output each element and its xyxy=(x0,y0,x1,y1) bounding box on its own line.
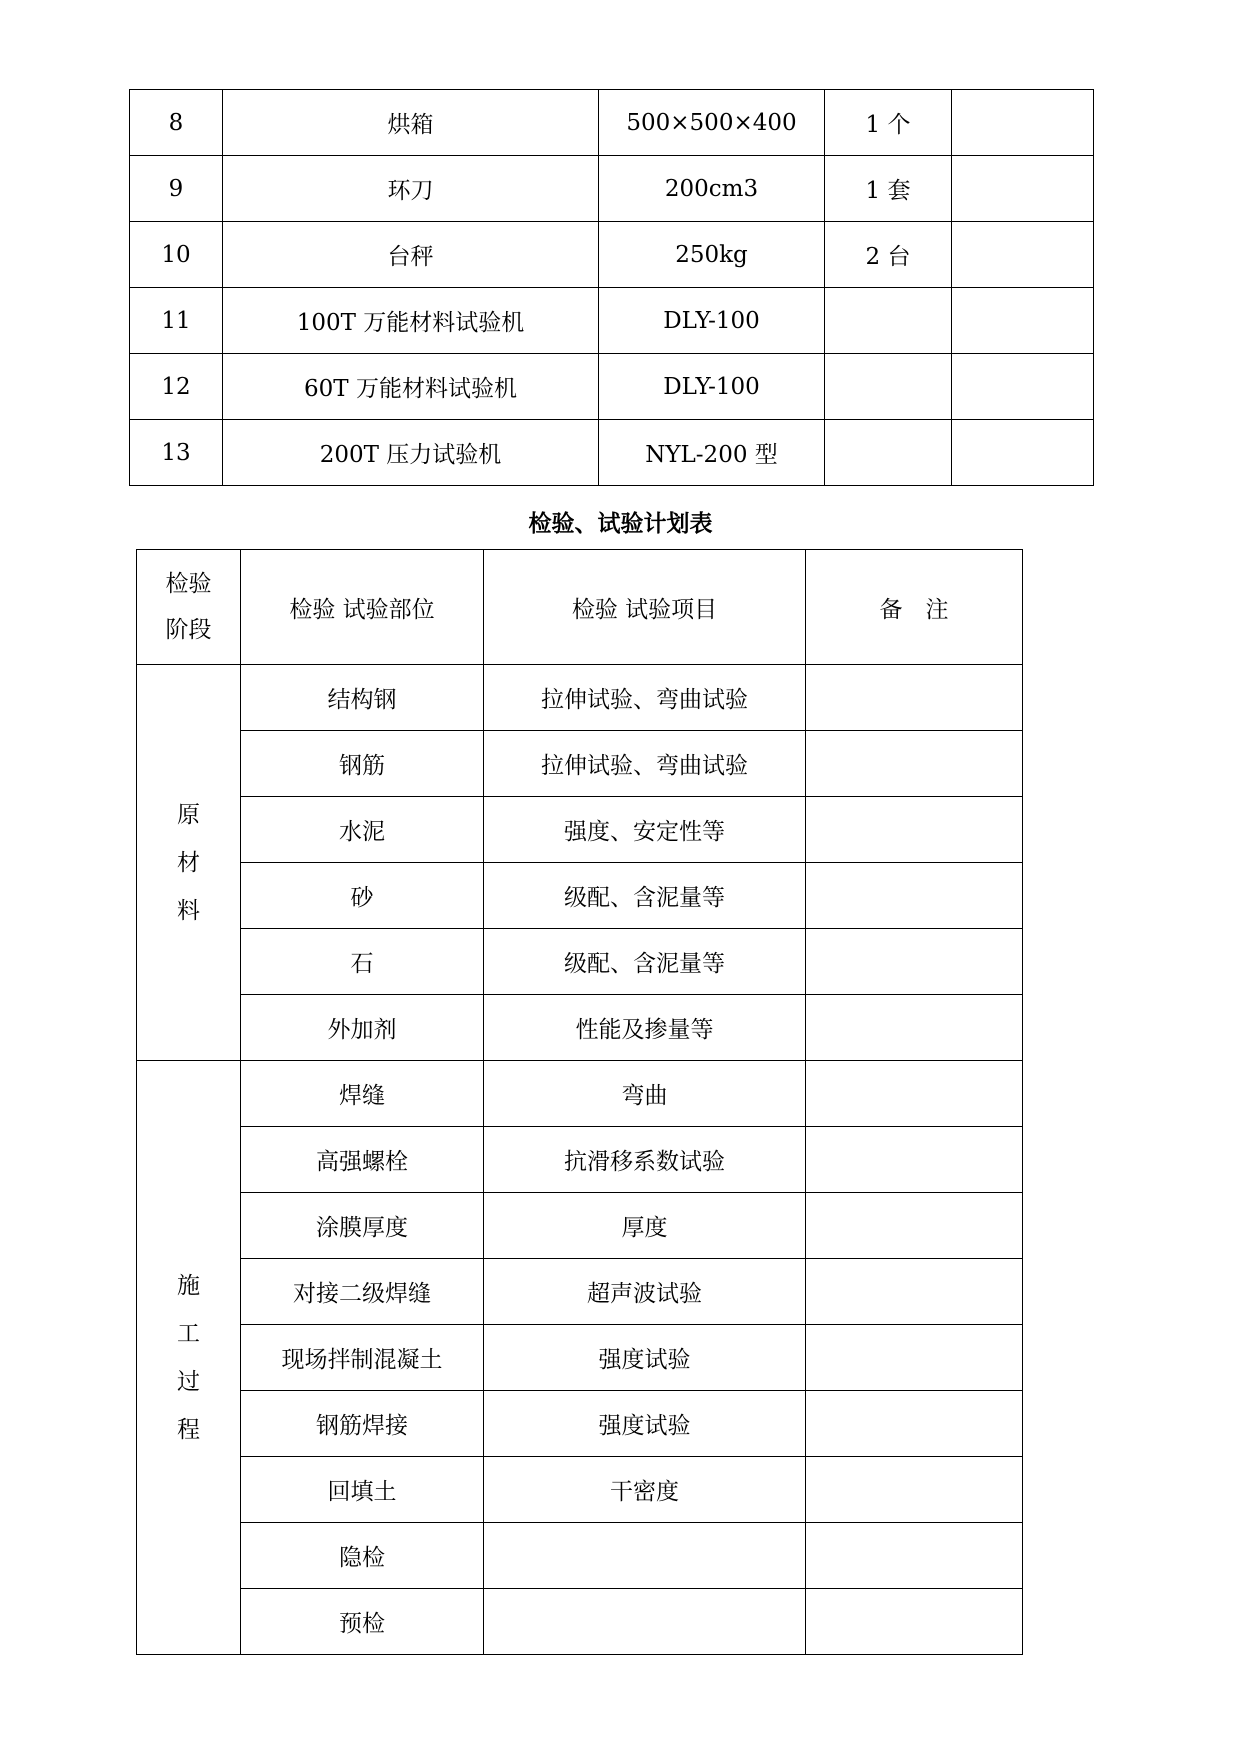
remark-cell xyxy=(806,731,1023,797)
part-cell: 钢筋 xyxy=(241,731,484,797)
item-cell: 拉伸试验、弯曲试验 xyxy=(484,665,806,731)
table-row xyxy=(130,90,1094,156)
stage-char: 施 xyxy=(177,1272,200,1299)
table-row xyxy=(130,354,1094,420)
part-cell: 回填土 xyxy=(241,1457,484,1523)
table-row xyxy=(137,1061,1023,1127)
remark-cell xyxy=(806,1391,1023,1457)
table-row xyxy=(137,1391,1023,1457)
table-row xyxy=(137,1127,1023,1193)
table-row xyxy=(137,863,1023,929)
stage-char: 过 xyxy=(177,1368,200,1395)
part-cell: 焊缝 xyxy=(241,1061,484,1127)
stage-char: 程 xyxy=(177,1416,200,1443)
part-cell: 钢筋焊接 xyxy=(241,1391,484,1457)
header-stage-line2: 阶段 xyxy=(165,617,212,643)
table-row xyxy=(137,1325,1023,1391)
table-row xyxy=(137,1259,1023,1325)
remark-cell xyxy=(806,797,1023,863)
equipment-spec: DLY-100 xyxy=(599,354,825,420)
remark-cell xyxy=(806,1457,1023,1523)
equipment-spec: DLY-100 xyxy=(599,288,825,354)
table-row xyxy=(137,665,1023,731)
equipment-spec: 500×500×400 xyxy=(599,90,825,156)
table-row xyxy=(137,995,1023,1061)
item-cell: 超声波试验 xyxy=(484,1259,806,1325)
part-cell: 水泥 xyxy=(241,797,484,863)
remark-cell xyxy=(806,929,1023,995)
equipment-remark xyxy=(952,288,1094,354)
equipment-qty xyxy=(825,420,952,486)
header-item: 检验 试验项目 xyxy=(484,550,806,665)
equipment-remark xyxy=(952,222,1094,288)
item-cell xyxy=(484,1589,806,1655)
equipment-remark xyxy=(952,420,1094,486)
stage-char: 材 xyxy=(177,849,200,876)
item-cell: 干密度 xyxy=(484,1457,806,1523)
stage-char: 料 xyxy=(177,897,200,924)
equipment-name: 60T 万能材料试验机 xyxy=(223,354,599,420)
remark-cell xyxy=(806,1061,1023,1127)
remark-cell xyxy=(806,1325,1023,1391)
table-row xyxy=(137,1457,1023,1523)
part-cell: 隐检 xyxy=(241,1523,484,1589)
part-cell: 预检 xyxy=(241,1589,484,1655)
remark-cell xyxy=(806,995,1023,1061)
remark-cell xyxy=(806,1193,1023,1259)
part-cell: 石 xyxy=(241,929,484,995)
part-cell: 砂 xyxy=(241,863,484,929)
equipment-no: 10 xyxy=(130,222,223,288)
stage-char: 原 xyxy=(177,801,200,828)
equipment-name: 台秤 xyxy=(223,222,599,288)
stage-cell-construction-process xyxy=(137,1061,241,1655)
part-cell: 外加剂 xyxy=(241,995,484,1061)
part-cell: 高强螺栓 xyxy=(241,1127,484,1193)
table-row xyxy=(130,420,1094,486)
item-cell: 性能及掺量等 xyxy=(484,995,806,1061)
header-remark: 备 注 xyxy=(806,550,1023,665)
equipment-no: 9 xyxy=(130,156,223,222)
item-cell: 级配、含泥量等 xyxy=(484,929,806,995)
remark-cell xyxy=(806,1259,1023,1325)
stage-char: 工 xyxy=(177,1320,200,1347)
equipment-qty xyxy=(825,354,952,420)
stage-cell-raw-materials xyxy=(137,665,241,1061)
part-cell: 结构钢 xyxy=(241,665,484,731)
item-cell: 弯曲 xyxy=(484,1061,806,1127)
table-row xyxy=(130,222,1094,288)
equipment-remark xyxy=(952,354,1094,420)
remark-cell xyxy=(806,863,1023,929)
equipment-no: 11 xyxy=(130,288,223,354)
item-cell: 抗滑移系数试验 xyxy=(484,1127,806,1193)
equipment-name: 100T 万能材料试验机 xyxy=(223,288,599,354)
item-cell: 级配、含泥量等 xyxy=(484,863,806,929)
item-cell xyxy=(484,1523,806,1589)
equipment-spec: 200cm3 xyxy=(599,156,825,222)
equipment-spec: NYL-200 型 xyxy=(599,420,825,486)
remark-cell xyxy=(806,665,1023,731)
item-cell: 强度试验 xyxy=(484,1325,806,1391)
equipment-qty xyxy=(825,288,952,354)
equipment-spec: 250kg xyxy=(599,222,825,288)
table-row xyxy=(130,156,1094,222)
header-stage xyxy=(137,550,241,665)
equipment-no: 12 xyxy=(130,354,223,420)
equipment-no: 8 xyxy=(130,90,223,156)
table-row xyxy=(137,929,1023,995)
table-row xyxy=(137,1193,1023,1259)
equipment-name: 烘箱 xyxy=(223,90,599,156)
table-row xyxy=(137,731,1023,797)
item-cell: 厚度 xyxy=(484,1193,806,1259)
equipment-remark xyxy=(952,90,1094,156)
equipment-qty: 1 个 xyxy=(825,90,952,156)
remark-cell xyxy=(806,1523,1023,1589)
header-row xyxy=(137,550,1023,665)
equipment-name: 200T 压力试验机 xyxy=(223,420,599,486)
part-cell: 对接二级焊缝 xyxy=(241,1259,484,1325)
equipment-qty: 2 台 xyxy=(825,222,952,288)
table-row xyxy=(130,288,1094,354)
equipment-table xyxy=(129,89,1094,486)
equipment-no: 13 xyxy=(130,420,223,486)
equipment-qty: 1 套 xyxy=(825,156,952,222)
table-row xyxy=(137,1523,1023,1589)
plan-title: 检验、试验计划表 xyxy=(528,511,713,537)
header-stage-line1: 检验 xyxy=(165,571,212,597)
part-cell: 涂膜厚度 xyxy=(241,1193,484,1259)
equipment-remark xyxy=(952,156,1094,222)
remark-cell xyxy=(806,1589,1023,1655)
part-cell: 现场拌制混凝土 xyxy=(241,1325,484,1391)
item-cell: 强度试验 xyxy=(484,1391,806,1457)
table-row xyxy=(137,797,1023,863)
inspection-plan-table xyxy=(136,549,1023,1655)
remark-cell xyxy=(806,1127,1023,1193)
table-row xyxy=(137,1589,1023,1655)
header-part: 检验 试验部位 xyxy=(241,550,484,665)
item-cell: 强度、安定性等 xyxy=(484,797,806,863)
item-cell: 拉伸试验、弯曲试验 xyxy=(484,731,806,797)
equipment-name: 环刀 xyxy=(223,156,599,222)
